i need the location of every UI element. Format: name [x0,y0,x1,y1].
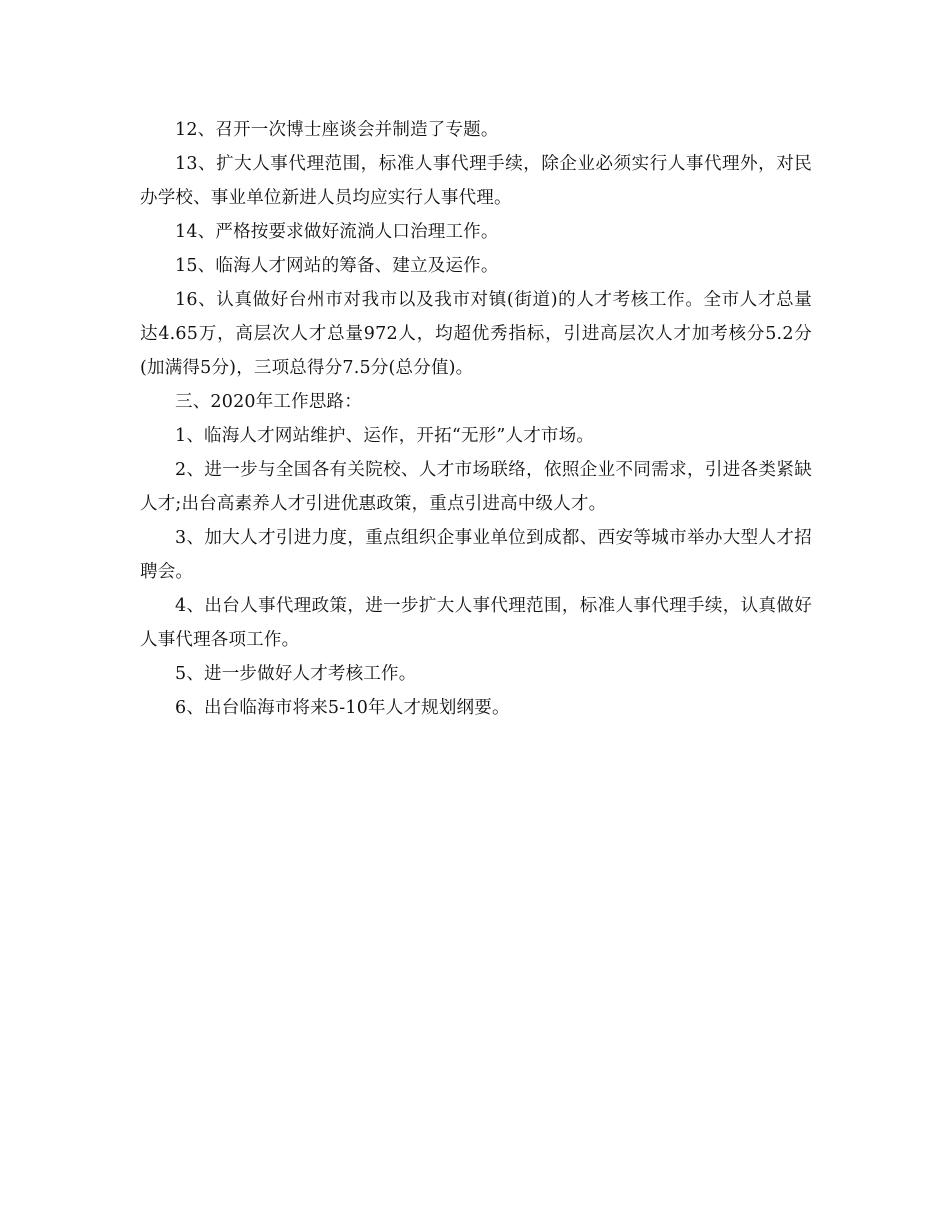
plan-item-3: 3、加大人才引进力度，重点组织企事业单位到成都、西安等城市举办大型人才招聘会。 [140,528,812,582]
paragraph-item-16: 16、认真做好台州市对我市以及我市对镇(街道)的人才考核工作。全市人才总量达4.65万，高层次人才总量972人，均超优秀指标，引进高层次人才加考核分5.2分(加满得5分)，三项总得分7.5分(总分值)。 [140,290,812,378]
paragraph-item-12: 12、召开一次博士座谈会并制造了专题。 [175,120,499,140]
section-heading-2020-plan: 三、2020年工作思路： [175,392,362,412]
plan-item-5: 5、进一步做好人才考核工作。 [175,664,417,684]
plan-item-2: 2、进一步与全国各有关院校、人才市场联络，依照企业不同需求，引进各类紧缺人才;出台高素养人才引进优惠政策，重点引进高中级人才。 [140,460,812,514]
plan-item-4: 4、出台人事代理政策，进一步扩大人事代理范围，标准人事代理手续，认真做好人事代理各项工作。 [140,596,812,650]
plan-item-6: 6、出台临海市将来5-10年人才规划纲要。 [175,698,510,718]
document-body [140,113,812,725]
paragraph-item-14: 14、严格按要求做好流淌人口治理工作。 [175,222,499,242]
plan-item-1: 1、临海人才网站维护、运作，开拓“无形”人才市场。 [175,426,595,446]
paragraph-item-15: 15、临海人才网站的筹备、建立及运作。 [175,256,499,276]
paragraph-item-13: 13、扩大人事代理范围，标准人事代理手续，除企业必须实行人事代理外，对民办学校、事业单位新进人员均应实行人事代理。 [140,154,812,208]
